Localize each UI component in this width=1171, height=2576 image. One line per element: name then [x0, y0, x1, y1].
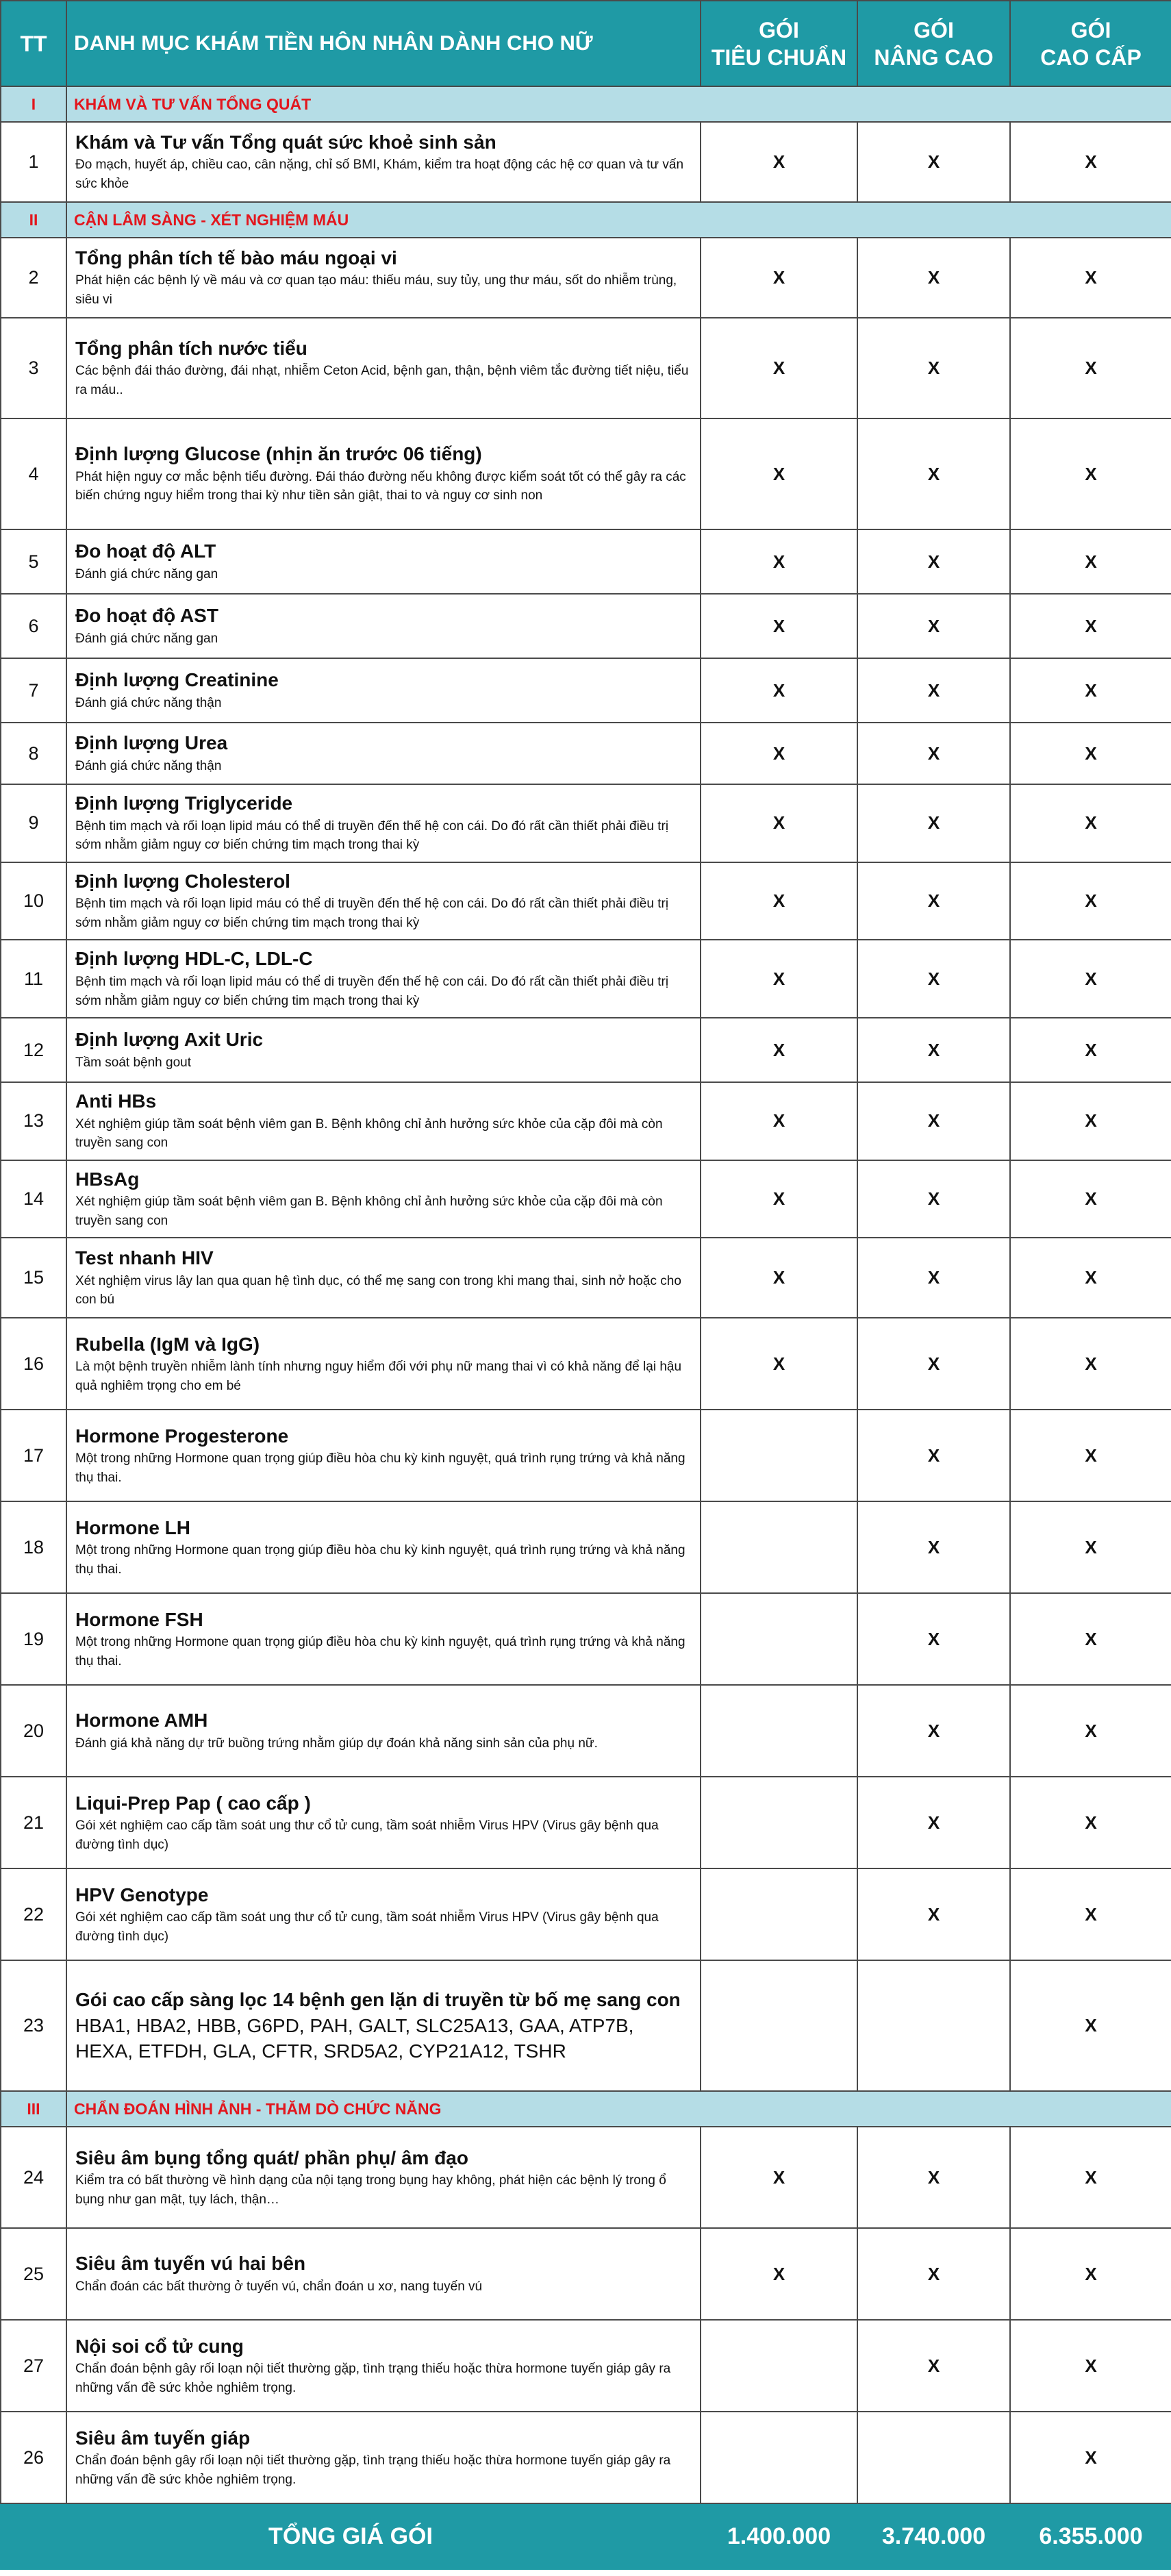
package-line: NÂNG CAO [874, 45, 994, 70]
item-cell [66, 2412, 701, 2503]
mark-advanced: X [857, 940, 1010, 1018]
mark-premium: X [1010, 658, 1171, 723]
item-description: Phát hiện nguy cơ mắc bệnh tiểu đường. Đái tháo đường nếu không được kiểm soát tốt có thể gây ra các biến chứng nguy hiểm trong thai kỳ như tiền sản giật, thai to và nguy cơ sinh non [75, 469, 686, 503]
mark-advanced: X [857, 238, 1010, 318]
item-title: HPV Genotype [75, 1884, 209, 1905]
item-title: Định lượng Cholesterol [75, 870, 290, 892]
mark-standard: X [701, 2228, 857, 2320]
mark-premium: X [1010, 594, 1171, 658]
mark-standard: X [701, 1082, 857, 1160]
item-description: Đánh giá khả năng dự trữ buồng trứng nhằm giúp dự đoán khả năng sinh sản của phụ nữ. [75, 1736, 598, 1751]
mark-advanced: X [857, 1318, 1010, 1410]
item-title: Siêu âm tuyến vú hai bên [75, 2253, 306, 2275]
mark-advanced: X [857, 2228, 1010, 2320]
item-title: Hormone LH [75, 1516, 190, 1538]
table-row [1, 238, 1171, 318]
mark-advanced: X [857, 784, 1010, 862]
table-row [1, 1160, 1171, 1238]
item-description: Chẩn đoán bệnh gây rối loạn nội tiết thường gặp, tình trạng thiếu hoặc thừa hormone tuyến giáp gây ra những vấn đề sức khỏe nghiêm trọng. [75, 2453, 671, 2487]
mark-standard: X [701, 2127, 857, 2228]
total-row [1, 2503, 1171, 2569]
mark-premium: X [1010, 1018, 1171, 1082]
row-number: 11 [1, 940, 66, 1018]
mark-premium: X [1010, 418, 1171, 529]
mark-premium: X [1010, 1410, 1171, 1501]
row-number: 2 [1, 238, 66, 318]
table-row [1, 2228, 1171, 2320]
item-cell [66, 529, 701, 594]
mark-standard: X [701, 238, 857, 318]
item-description: Đánh giá chức năng thận [75, 758, 222, 773]
header-package-premium [1010, 1, 1171, 86]
item-cell [66, 1501, 701, 1593]
item-cell [66, 1082, 701, 1160]
mark-premium: X [1010, 1777, 1171, 1868]
mark-advanced: X [857, 723, 1010, 784]
mark-premium: X [1010, 2228, 1171, 2320]
item-description: Xét nghiệm virus lây lan qua quan hệ tình dục, có thể mẹ sang con trong khi mang thai, sinh nở hoặc cho con bú [75, 1273, 681, 1308]
package-line: GÓI [1070, 17, 1111, 42]
item-title: Rubella (IgM và IgG) [75, 1333, 260, 1355]
total-label: TỔNG GIÁ GÓI [1, 2503, 701, 2569]
item-cell [66, 1868, 701, 1960]
table-row [1, 1018, 1171, 1082]
item-cell [66, 318, 701, 418]
mark-premium: X [1010, 1501, 1171, 1593]
total-price-standard: 1.400.000 [701, 2503, 857, 2569]
item-cell [66, 2127, 701, 2228]
mark-advanced [857, 1960, 1010, 2091]
mark-standard: X [701, 418, 857, 529]
row-number: 22 [1, 1868, 66, 1960]
table-row [1, 1410, 1171, 1501]
row-number: 19 [1, 1593, 66, 1685]
item-title: Đo hoạt độ AST [75, 604, 218, 626]
row-number: 3 [1, 318, 66, 418]
mark-premium: X [1010, 862, 1171, 940]
row-number: 17 [1, 1410, 66, 1501]
table-row [1, 1777, 1171, 1868]
table-header [1, 1, 1171, 86]
mark-premium: X [1010, 1318, 1171, 1410]
item-title: Hormone AMH [75, 1710, 208, 1731]
mark-standard: X [701, 1018, 857, 1082]
item-description: Xét nghiệm giúp tầm soát bệnh viêm gan B. Bệnh không chỉ ảnh hưởng sức khỏe của cặp đôi mà còn truyền sang con [75, 1195, 663, 1228]
table-row [1, 862, 1171, 940]
mark-premium: X [1010, 238, 1171, 318]
mark-standard: X [701, 1238, 857, 1318]
item-cell [66, 594, 701, 658]
table-row [1, 529, 1171, 594]
section-row [1, 202, 1171, 238]
section-number: I [1, 86, 66, 122]
mark-advanced: X [857, 1868, 1010, 1960]
item-cell [66, 2228, 701, 2320]
mark-standard [701, 1868, 857, 1960]
item-title: Gói cao cấp sàng lọc 14 bệnh gen lặn di truyền từ bố mẹ sang con [75, 1988, 681, 2010]
item-cell [66, 1960, 701, 2091]
row-number: 15 [1, 1238, 66, 1318]
mark-premium: X [1010, 318, 1171, 418]
mark-premium: X [1010, 1685, 1171, 1777]
item-title: Định lượng Urea [75, 731, 228, 753]
mark-premium: X [1010, 1160, 1171, 1238]
row-number: 13 [1, 1082, 66, 1160]
mark-premium: X [1010, 1238, 1171, 1318]
item-title: Định lượng Axit Uric [75, 1028, 264, 1050]
mark-premium: X [1010, 1868, 1171, 1960]
item-cell [66, 1018, 701, 1082]
item-title: Siêu âm bụng tổng quát/ phần phụ/ âm đạo [75, 2147, 468, 2168]
item-description: Gói xét nghiệm cao cấp tầm soát ung thư cổ tử cung, tầm soát nhiễm Virus HPV (Virus gây bệnh qua đường tình dục) [75, 1910, 659, 1944]
item-cell [66, 1593, 701, 1685]
row-number: 10 [1, 862, 66, 940]
mark-advanced: X [857, 1082, 1010, 1160]
package-line: GÓI [914, 17, 954, 42]
item-description: Chẩn đoán các bất thường ở tuyến vú, chẩn đoán u xơ, nang tuyến vú [75, 2279, 483, 2294]
mark-advanced: X [857, 529, 1010, 594]
mark-advanced: X [857, 2320, 1010, 2412]
item-description: Bệnh tim mạch và rối loạn lipid máu có thể di truyền đến thế hệ con cái. Do đó rất cần thiết phải điều trị sớm nhằm giảm nguy cơ biến chứng tim mạch trong thai kỳ [75, 897, 669, 930]
package-line: CAO CẤP [1040, 45, 1142, 70]
item-description: Đo mạch, huyết áp, chiều cao, cân nặng, chỉ số BMI, Khám, kiểm tra hoạt động các hệ cơ quan và tư vấn sức khỏe [75, 158, 684, 191]
mark-advanced: X [857, 1777, 1010, 1868]
row-number: 1 [1, 122, 66, 202]
item-title: Tổng phân tích nước tiểu [75, 337, 307, 359]
item-cell [66, 940, 701, 1018]
header-package-advanced [857, 1, 1010, 86]
mark-standard [701, 2320, 857, 2412]
item-cell [66, 1160, 701, 1238]
table-row [1, 1868, 1171, 1960]
section-title: CHẨN ĐOÁN HÌNH ẢNH - THĂM DÒ CHỨC NĂNG [66, 2091, 1171, 2127]
mark-advanced: X [857, 862, 1010, 940]
mark-standard [701, 1593, 857, 1685]
item-description: Gói xét nghiệm cao cấp tầm soát ung thư cổ tử cung, tầm soát nhiễm Virus HPV (Virus gây bệnh qua đường tình dục) [75, 1818, 659, 1852]
section-title: CẬN LÂM SÀNG - XÉT NGHIỆM MÁU [66, 202, 1171, 238]
item-title: Đo hoạt độ ALT [75, 540, 216, 562]
item-gene-list: HBA1, HBA2, HBB, G6PD, PAH, GALT, SLC25A13, GAA, ATP7B, HEXA, ETFDH, GLA, CFTR, SRD5A2, CYP21A12, TSHR [75, 2015, 634, 2062]
mark-premium: X [1010, 1082, 1171, 1160]
mark-standard: X [701, 122, 857, 202]
item-title: Khám và Tư vấn Tổng quát sức khoẻ sinh sản [75, 131, 496, 153]
table-row [1, 784, 1171, 862]
mark-premium: X [1010, 2127, 1171, 2228]
item-title: Test nhanh HIV [75, 1247, 214, 1269]
item-cell [66, 238, 701, 318]
item-title: Hormone FSH [75, 1608, 203, 1630]
row-number: 18 [1, 1501, 66, 1593]
item-description: Chẩn đoán bệnh gây rối loạn nội tiết thường gặp, tình trạng thiếu hoặc thừa hormone tuyến giáp gây ra những vấn đề sức khỏe nghiêm trọng. [75, 2362, 671, 2395]
table-row [1, 2320, 1171, 2412]
mark-advanced [857, 2412, 1010, 2503]
mark-standard: X [701, 1160, 857, 1238]
header-title: DANH MỤC KHÁM TIỀN HÔN NHÂN DÀNH CHO NỮ [66, 1, 701, 86]
mark-standard [701, 2412, 857, 2503]
item-title: Tổng phân tích tế bào máu ngoại vi [75, 247, 397, 268]
item-cell [66, 723, 701, 784]
mark-advanced: X [857, 1501, 1010, 1593]
row-number: 25 [1, 2228, 66, 2320]
row-number: 20 [1, 1685, 66, 1777]
mark-advanced: X [857, 1018, 1010, 1082]
item-description: Tầm soát bệnh gout [75, 1055, 191, 1070]
mark-advanced: X [857, 122, 1010, 202]
mark-standard [701, 1960, 857, 2091]
table-row [1, 1685, 1171, 1777]
mark-standard [701, 1501, 857, 1593]
table-row [1, 318, 1171, 418]
mark-premium: X [1010, 723, 1171, 784]
row-number: 12 [1, 1018, 66, 1082]
header-tt: TT [1, 1, 66, 86]
mark-standard: X [701, 862, 857, 940]
mark-advanced: X [857, 1160, 1010, 1238]
row-number: 5 [1, 529, 66, 594]
mark-advanced: X [857, 2127, 1010, 2228]
item-description: Một trong những Hormone quan trọng giúp điều hòa chu kỳ kinh nguyệt, quá trình rụng trứng và khả năng thụ thai. [75, 1635, 685, 1668]
table-row [1, 658, 1171, 723]
mark-advanced: X [857, 418, 1010, 529]
item-title: Nội soi cổ tử cung [75, 2335, 244, 2357]
mark-standard [701, 1410, 857, 1501]
item-description: Đánh giá chức năng thận [75, 695, 222, 710]
item-title: Liqui-Prep Pap ( cao cấp ) [75, 1792, 311, 1814]
header-package-standard [701, 1, 857, 86]
mark-standard: X [701, 594, 857, 658]
row-number: 8 [1, 723, 66, 784]
mark-standard: X [701, 318, 857, 418]
mark-premium: X [1010, 940, 1171, 1018]
mark-standard: X [701, 940, 857, 1018]
mark-standard: X [701, 784, 857, 862]
total-price-advanced: 3.740.000 [857, 2503, 1010, 2569]
table-row [1, 1238, 1171, 1318]
row-number: 4 [1, 418, 66, 529]
mark-premium: X [1010, 529, 1171, 594]
table-row [1, 2127, 1171, 2228]
item-description: Bệnh tim mạch và rối loạn lipid máu có thể di truyền đến thế hệ con cái. Do đó rất cần thiết phải điều trị sớm nhằm giảm nguy cơ biến chứng tim mạch trong thai kỳ [75, 818, 669, 853]
row-number: 14 [1, 1160, 66, 1238]
table-body [1, 86, 1171, 2503]
mark-premium: X [1010, 1593, 1171, 1685]
item-cell [66, 1410, 701, 1501]
item-description: Là một bệnh truyền nhiễm lành tính nhưng nguy hiểm đối với phụ nữ mang thai vì có khả năng để lại hậu quả nghiêm trọng cho em bé [75, 1360, 682, 1393]
item-title: Siêu âm tuyến giáp [75, 2427, 251, 2449]
package-line: TIÊU CHUẨN [711, 45, 847, 70]
mark-advanced: X [857, 318, 1010, 418]
item-description: Xét nghiệm giúp tầm soát bệnh viêm gan B. Bệnh không chỉ ảnh hưởng sức khỏe của cặp đôi mà còn truyền sang con [75, 1116, 663, 1151]
row-number: 27 [1, 2320, 66, 2412]
row-number: 24 [1, 2127, 66, 2228]
mark-advanced: X [857, 658, 1010, 723]
row-number: 21 [1, 1777, 66, 1868]
table-row [1, 594, 1171, 658]
row-number: 16 [1, 1318, 66, 1410]
table-row [1, 1501, 1171, 1593]
item-cell [66, 2320, 701, 2412]
table-row [1, 723, 1171, 784]
mark-advanced: X [857, 1593, 1010, 1685]
table-row [1, 1082, 1171, 1160]
item-cell [66, 122, 701, 202]
row-number: 6 [1, 594, 66, 658]
section-number: III [1, 2091, 66, 2127]
mark-standard: X [701, 1318, 857, 1410]
package-line: GÓI [759, 17, 799, 42]
mark-premium: X [1010, 784, 1171, 862]
mark-premium: X [1010, 2412, 1171, 2503]
item-description: Một trong những Hormone quan trọng giúp điều hòa chu kỳ kinh nguyệt, quá trình rụng trứng và khả năng thụ thai. [75, 1543, 685, 1577]
mark-premium: X [1010, 1960, 1171, 2091]
item-cell [66, 862, 701, 940]
item-cell [66, 658, 701, 723]
table-row [1, 2412, 1171, 2503]
item-title: Định lượng Triglyceride [75, 792, 293, 814]
mark-premium: X [1010, 122, 1171, 202]
item-cell [66, 784, 701, 862]
item-title: Định lượng Glucose (nhịn ăn trước 06 tiếng) [75, 443, 482, 465]
table-row [1, 1593, 1171, 1685]
table-row [1, 940, 1171, 1018]
mark-advanced: X [857, 1685, 1010, 1777]
item-cell [66, 1238, 701, 1318]
item-description: Đánh giá chức năng gan [75, 566, 218, 582]
row-number: 7 [1, 658, 66, 723]
table-row [1, 1318, 1171, 1410]
item-cell [66, 418, 701, 529]
table-row [1, 1960, 1171, 2091]
item-title: Hormone Progesterone [75, 1425, 289, 1447]
mark-standard [701, 1685, 857, 1777]
row-number: 23 [1, 1960, 66, 2091]
row-number: 9 [1, 784, 66, 862]
item-title: Định lượng Creatinine [75, 668, 279, 690]
item-description: Các bệnh đái tháo đường, đái nhạt, nhiễm Ceton Acid, bệnh gan, thận, bệnh viêm tắc đường tiết niệu, tiểu ra máu.. [75, 364, 689, 397]
mark-advanced: X [857, 1410, 1010, 1501]
item-description: Đánh giá chức năng gan [75, 631, 218, 646]
item-cell [66, 1685, 701, 1777]
row-number: 26 [1, 2412, 66, 2503]
item-title: Anti HBs [75, 1090, 157, 1112]
item-title: HBsAg [75, 1168, 140, 1190]
item-description: Bệnh tim mạch và rối loạn lipid máu có thể di truyền đến thế hệ con cái. Do đó rất cần thiết phải điều trị sớm nhằm giảm nguy cơ biến chứng tim mạch trong thai kỳ [75, 974, 669, 1008]
table-row [1, 122, 1171, 202]
item-description: Một trong những Hormone quan trọng giúp điều hòa chu kỳ kinh nguyệt, quá trình rụng trứng và khả năng thụ thai. [75, 1451, 685, 1485]
section-row [1, 86, 1171, 122]
item-description: Kiểm tra có bất thường về hình dạng của nội tạng trong bụng hay không, phát hiện các bệnh lý trong ổ bụng như gan mật, tụy lách, thận… [75, 2173, 666, 2207]
mark-advanced: X [857, 594, 1010, 658]
item-cell [66, 1777, 701, 1868]
section-number: II [1, 202, 66, 238]
section-title: KHÁM VÀ TƯ VẤN TỔNG QUÁT [66, 86, 1171, 122]
mark-standard [701, 1777, 857, 1868]
item-description: Phát hiện các bệnh lý về máu và cơ quan tạo máu: thiếu máu, suy tủy, ung thư máu, sốt do nhiễm trùng, siêu vi [75, 273, 677, 307]
total-price-premium: 6.355.000 [1010, 2503, 1171, 2569]
mark-standard: X [701, 723, 857, 784]
section-row [1, 2091, 1171, 2127]
mark-standard: X [701, 658, 857, 723]
item-title: Định lượng HDL-C, LDL-C [75, 948, 313, 970]
mark-advanced: X [857, 1238, 1010, 1318]
item-cell [66, 1318, 701, 1410]
mark-standard: X [701, 529, 857, 594]
mark-premium: X [1010, 2320, 1171, 2412]
table-row [1, 418, 1171, 529]
